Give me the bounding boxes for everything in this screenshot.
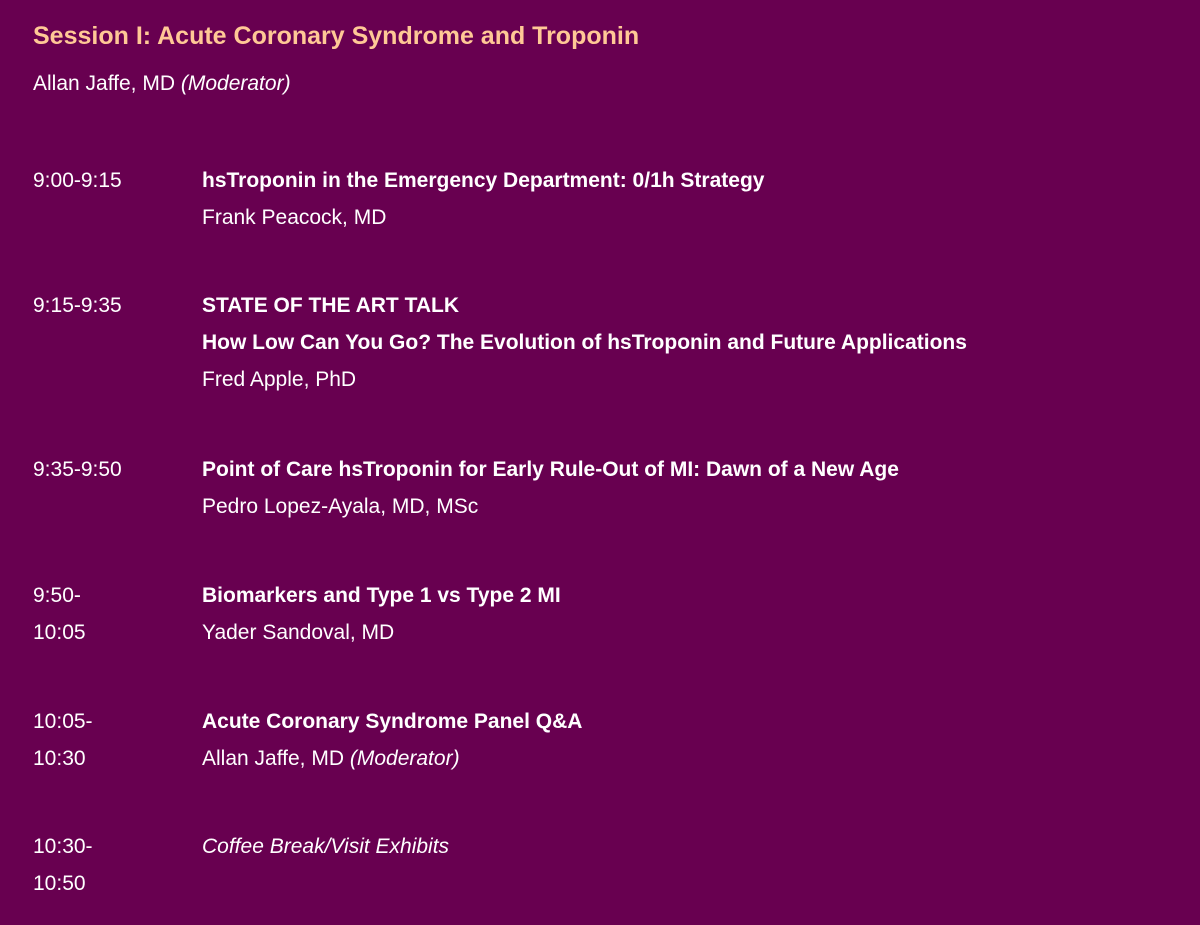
speaker-note: (Moderator): [349, 747, 460, 770]
time-slot: [33, 162, 153, 199]
time-slot: [33, 451, 153, 488]
time-start: 9:35-9:50: [33, 458, 122, 481]
talk-kicker: STATE OF THE ART TALK: [202, 294, 460, 317]
speaker-line: [202, 740, 1192, 777]
speaker-name: Allan Jaffe, MD: [202, 747, 345, 770]
talk-details: [202, 287, 1192, 398]
talk-details: [202, 577, 1192, 651]
time-slot: [33, 287, 153, 324]
session-title: Session I: Acute Coronary Syndrome and Troponin: [33, 22, 640, 50]
session-moderator: [33, 72, 291, 96]
break-title: Coffee Break/Visit Exhibits: [202, 835, 450, 858]
time-start: 9:00-9:15: [33, 169, 122, 192]
time-slot: [33, 828, 153, 902]
talk-details: [202, 703, 1192, 777]
speaker-name: Fred Apple, PhD: [202, 368, 357, 391]
talk-details: [202, 451, 1192, 525]
talk-title: Biomarkers and Type 1 vs Type 2 MI: [202, 584, 561, 607]
time-end: 10:05: [33, 621, 86, 644]
talk-details: [202, 828, 1192, 865]
time-end: 10:30: [33, 747, 86, 770]
talk-title: hsTroponin in the Emergency Department: 0/1h Strategy: [202, 169, 765, 192]
time-slot: [33, 703, 153, 777]
time-start: 10:30-: [33, 835, 93, 858]
talk-title: Point of Care hsTroponin for Early Rule-Out of MI: Dawn of a New Age: [202, 458, 899, 481]
speaker-name: Pedro Lopez-Ayala, MD, MSc: [202, 495, 479, 518]
speaker-name: Yader Sandoval, MD: [202, 621, 395, 644]
talk-details: [202, 162, 1192, 236]
time-end: 10:50: [33, 872, 86, 895]
time-start: 10:05-: [33, 710, 93, 733]
time-start: 9:50-: [33, 584, 81, 607]
time-start: 9:15-9:35: [33, 294, 122, 317]
moderator-role: (Moderator): [180, 72, 291, 95]
talk-title: How Low Can You Go? The Evolution of hsTroponin and Future Applications: [202, 331, 967, 354]
moderator-name: Allan Jaffe, MD: [33, 72, 176, 95]
time-slot: [33, 577, 153, 651]
speaker-name: Frank Peacock, MD: [202, 206, 387, 229]
talk-title: Acute Coronary Syndrome Panel Q&A: [202, 710, 583, 733]
